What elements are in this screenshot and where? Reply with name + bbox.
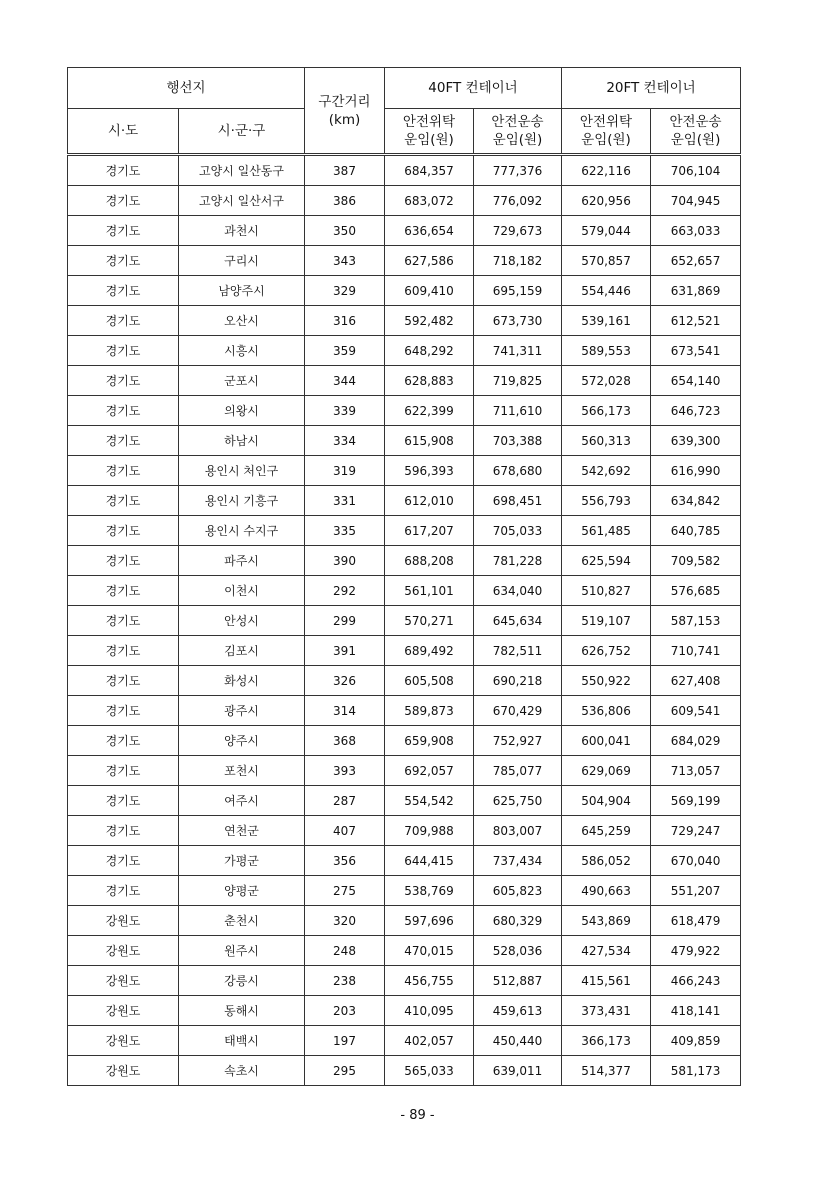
ft40-transport-cell: 777,376	[474, 155, 562, 186]
ft20-transport-cell: 640,785	[651, 516, 741, 546]
province-cell: 경기도	[68, 216, 179, 246]
ft20-consign-cell: 366,173	[562, 1026, 651, 1056]
distance-cell: 248	[305, 936, 385, 966]
province-cell: 경기도	[68, 246, 179, 276]
city-cell: 원주시	[179, 936, 305, 966]
distance-cell: 387	[305, 155, 385, 186]
ft20-transport-cell: 654,140	[651, 366, 741, 396]
ft40-transport-header: 안전운송 운임(원)	[474, 109, 562, 155]
province-cell: 강원도	[68, 996, 179, 1026]
ft20-consign-cell: 519,107	[562, 606, 651, 636]
city-header: 시·군·구	[179, 109, 305, 155]
ft40-consign-cell: 592,482	[385, 306, 474, 336]
city-cell: 김포시	[179, 636, 305, 666]
ft20-consign-cell: 570,857	[562, 246, 651, 276]
province-cell: 경기도	[68, 155, 179, 186]
province-cell: 강원도	[68, 1026, 179, 1056]
distance-cell: 390	[305, 546, 385, 576]
table-row	[68, 726, 741, 756]
ft20-consign-cell: 490,663	[562, 876, 651, 906]
ft20-transport-cell: 418,141	[651, 996, 741, 1026]
province-cell: 경기도	[68, 276, 179, 306]
ft40-transport-cell: 680,329	[474, 906, 562, 936]
province-cell: 경기도	[68, 426, 179, 456]
ft20-consign-cell: 626,752	[562, 636, 651, 666]
distance-cell: 326	[305, 666, 385, 696]
ft40-transport-cell: 785,077	[474, 756, 562, 786]
table-row	[68, 1056, 741, 1086]
ft40-consign-cell: 570,271	[385, 606, 474, 636]
ft40-consign-cell: 659,908	[385, 726, 474, 756]
ft40-transport-cell: 690,218	[474, 666, 562, 696]
ft20-transport-cell: 710,741	[651, 636, 741, 666]
ft20-consign-cell: 510,827	[562, 576, 651, 606]
distance-cell: 203	[305, 996, 385, 1026]
distance-cell: 368	[305, 726, 385, 756]
ft40-consign-cell: 538,769	[385, 876, 474, 906]
distance-cell: 299	[305, 606, 385, 636]
distance-cell: 197	[305, 1026, 385, 1056]
table-row	[68, 816, 741, 846]
ft40-consign-cell: 554,542	[385, 786, 474, 816]
distance-cell: 320	[305, 906, 385, 936]
city-cell: 양평군	[179, 876, 305, 906]
ft40-transport-cell: 512,887	[474, 966, 562, 996]
distance-cell: 292	[305, 576, 385, 606]
ft40-transport-cell: 634,040	[474, 576, 562, 606]
ft40-transport-cell: 718,182	[474, 246, 562, 276]
ft40-consign-cell: 402,057	[385, 1026, 474, 1056]
ft40-consign-cell: 561,101	[385, 576, 474, 606]
ft40-consign-cell: 644,415	[385, 846, 474, 876]
province-cell: 경기도	[68, 186, 179, 216]
province-cell: 경기도	[68, 756, 179, 786]
ft40-transport-cell: 639,011	[474, 1056, 562, 1086]
ft40-transport-cell: 625,750	[474, 786, 562, 816]
ft20-transport-cell: 409,859	[651, 1026, 741, 1056]
ft20-transport-cell: 631,869	[651, 276, 741, 306]
ft20-transport-cell: 587,153	[651, 606, 741, 636]
distance-cell: 329	[305, 276, 385, 306]
city-cell: 양주시	[179, 726, 305, 756]
table-row	[68, 155, 741, 186]
ft20-transport-cell: 706,104	[651, 155, 741, 186]
province-cell: 경기도	[68, 456, 179, 486]
ft40-consign-cell: 692,057	[385, 756, 474, 786]
ft40-transport-cell: 645,634	[474, 606, 562, 636]
table-row	[68, 336, 741, 366]
ft40-transport-cell: 670,429	[474, 696, 562, 726]
ft40-transport-cell: 698,451	[474, 486, 562, 516]
ft40-transport-cell: 703,388	[474, 426, 562, 456]
province-cell: 경기도	[68, 306, 179, 336]
city-cell: 용인시 기흥구	[179, 486, 305, 516]
city-cell: 고양시 일산서구	[179, 186, 305, 216]
province-cell: 경기도	[68, 636, 179, 666]
table-row	[68, 1026, 741, 1056]
city-cell: 남양주시	[179, 276, 305, 306]
ft40-consign-cell: 470,015	[385, 936, 474, 966]
distance-cell: 334	[305, 426, 385, 456]
distance-cell: 287	[305, 786, 385, 816]
table-header	[68, 68, 741, 155]
destination-header: 행선지	[68, 68, 305, 109]
province-cell: 경기도	[68, 396, 179, 426]
table-row	[68, 186, 741, 216]
ft20-consign-cell: 629,069	[562, 756, 651, 786]
ft20-transport-cell: 704,945	[651, 186, 741, 216]
ft40-transport-cell: 695,159	[474, 276, 562, 306]
ft20-consign-header: 안전위탁 운임(원)	[562, 109, 651, 155]
ft20-transport-cell: 479,922	[651, 936, 741, 966]
ft20-consign-cell: 589,553	[562, 336, 651, 366]
ft40-transport-cell: 737,434	[474, 846, 562, 876]
city-cell: 구리시	[179, 246, 305, 276]
province-cell: 경기도	[68, 516, 179, 546]
distance-header: 구간거리 (km)	[305, 68, 385, 155]
ft20-consign-cell: 561,485	[562, 516, 651, 546]
distance-cell: 344	[305, 366, 385, 396]
ft40-consign-cell: 648,292	[385, 336, 474, 366]
ft40-transport-cell: 711,610	[474, 396, 562, 426]
ft20-transport-cell: 466,243	[651, 966, 741, 996]
table-row	[68, 606, 741, 636]
ft20-consign-cell: 542,692	[562, 456, 651, 486]
province-cell: 강원도	[68, 906, 179, 936]
table-row	[68, 246, 741, 276]
ft40-consign-cell: 709,988	[385, 816, 474, 846]
table-row	[68, 666, 741, 696]
city-cell: 속초시	[179, 1056, 305, 1086]
ft20-consign-cell: 579,044	[562, 216, 651, 246]
province-cell: 경기도	[68, 486, 179, 516]
ft20-transport-cell: 663,033	[651, 216, 741, 246]
ft20-consign-cell: 556,793	[562, 486, 651, 516]
ft20-consign-cell: 600,041	[562, 726, 651, 756]
ft20-transport-cell: 673,541	[651, 336, 741, 366]
province-cell: 강원도	[68, 966, 179, 996]
ft40-transport-cell: 776,092	[474, 186, 562, 216]
city-cell: 파주시	[179, 546, 305, 576]
city-cell: 가평군	[179, 846, 305, 876]
province-cell: 경기도	[68, 336, 179, 366]
distance-cell: 407	[305, 816, 385, 846]
distance-cell: 391	[305, 636, 385, 666]
table-row	[68, 546, 741, 576]
ft20-consign-cell: 539,161	[562, 306, 651, 336]
ft20-transport-cell: 646,723	[651, 396, 741, 426]
province-cell: 경기도	[68, 786, 179, 816]
table-row	[68, 366, 741, 396]
city-cell: 과천시	[179, 216, 305, 246]
ft20-transport-cell: 618,479	[651, 906, 741, 936]
distance-cell: 314	[305, 696, 385, 726]
province-cell: 경기도	[68, 606, 179, 636]
distance-cell: 339	[305, 396, 385, 426]
ft20-consign-cell: 504,904	[562, 786, 651, 816]
table-body	[68, 155, 741, 1086]
ft20-consign-cell: 586,052	[562, 846, 651, 876]
distance-cell: 359	[305, 336, 385, 366]
ft40-consign-cell: 609,410	[385, 276, 474, 306]
ft20-consign-cell: 620,956	[562, 186, 651, 216]
distance-cell: 335	[305, 516, 385, 546]
city-cell: 화성시	[179, 666, 305, 696]
ft40-transport-cell: 781,228	[474, 546, 562, 576]
ft20-transport-cell: 612,521	[651, 306, 741, 336]
ft20-container-header: 20FT 컨테이너	[562, 68, 741, 109]
city-cell: 고양시 일산동구	[179, 155, 305, 186]
province-cell: 경기도	[68, 576, 179, 606]
province-cell: 경기도	[68, 726, 179, 756]
ft40-transport-cell: 752,927	[474, 726, 562, 756]
ft20-consign-cell: 536,806	[562, 696, 651, 726]
province-cell: 경기도	[68, 696, 179, 726]
ft20-transport-cell: 684,029	[651, 726, 741, 756]
freight-rate-table	[67, 67, 741, 1086]
ft40-consign-cell: 605,508	[385, 666, 474, 696]
ft40-consign-cell: 565,033	[385, 1056, 474, 1086]
city-cell: 포천시	[179, 756, 305, 786]
distance-cell: 295	[305, 1056, 385, 1086]
ft40-transport-cell: 705,033	[474, 516, 562, 546]
table-row	[68, 426, 741, 456]
distance-cell: 386	[305, 186, 385, 216]
province-header: 시·도	[68, 109, 179, 155]
table-row	[68, 696, 741, 726]
table-row	[68, 846, 741, 876]
ft40-transport-cell: 450,440	[474, 1026, 562, 1056]
city-cell: 강릉시	[179, 966, 305, 996]
city-cell: 용인시 처인구	[179, 456, 305, 486]
province-cell: 강원도	[68, 936, 179, 966]
ft20-consign-cell: 554,446	[562, 276, 651, 306]
ft20-transport-cell: 569,199	[651, 786, 741, 816]
ft40-consign-header: 안전위탁 운임(원)	[385, 109, 474, 155]
ft20-transport-cell: 581,173	[651, 1056, 741, 1086]
city-cell: 이천시	[179, 576, 305, 606]
ft40-transport-cell: 719,825	[474, 366, 562, 396]
distance-cell: 356	[305, 846, 385, 876]
ft20-transport-cell: 652,657	[651, 246, 741, 276]
ft40-transport-cell: 673,730	[474, 306, 562, 336]
ft20-transport-cell: 634,842	[651, 486, 741, 516]
distance-cell: 275	[305, 876, 385, 906]
ft40-transport-cell: 729,673	[474, 216, 562, 246]
ft20-transport-cell: 576,685	[651, 576, 741, 606]
ft20-transport-cell: 639,300	[651, 426, 741, 456]
city-cell: 오산시	[179, 306, 305, 336]
province-cell: 경기도	[68, 846, 179, 876]
ft20-consign-cell: 560,313	[562, 426, 651, 456]
table-row	[68, 516, 741, 546]
city-cell: 태백시	[179, 1026, 305, 1056]
city-cell: 의왕시	[179, 396, 305, 426]
ft40-consign-cell: 683,072	[385, 186, 474, 216]
distance-cell: 319	[305, 456, 385, 486]
page-number: - 89 -	[400, 1108, 435, 1123]
city-cell: 하남시	[179, 426, 305, 456]
ft20-transport-cell: 709,582	[651, 546, 741, 576]
table-row	[68, 756, 741, 786]
distance-cell: 393	[305, 756, 385, 786]
ft20-consign-cell: 622,116	[562, 155, 651, 186]
table-row	[68, 456, 741, 486]
ft20-consign-cell: 514,377	[562, 1056, 651, 1086]
ft40-transport-cell: 678,680	[474, 456, 562, 486]
ft40-consign-cell: 597,696	[385, 906, 474, 936]
table-row	[68, 396, 741, 426]
city-cell: 춘천시	[179, 906, 305, 936]
ft20-consign-cell: 427,534	[562, 936, 651, 966]
ft20-consign-cell: 550,922	[562, 666, 651, 696]
ft20-consign-cell: 566,173	[562, 396, 651, 426]
ft40-consign-cell: 636,654	[385, 216, 474, 246]
table-row	[68, 936, 741, 966]
ft20-transport-cell: 670,040	[651, 846, 741, 876]
ft40-consign-cell: 628,883	[385, 366, 474, 396]
ft40-consign-cell: 612,010	[385, 486, 474, 516]
ft20-transport-cell: 551,207	[651, 876, 741, 906]
ft20-consign-cell: 645,259	[562, 816, 651, 846]
city-cell: 안성시	[179, 606, 305, 636]
province-cell: 경기도	[68, 546, 179, 576]
ft40-consign-cell: 617,207	[385, 516, 474, 546]
table-row	[68, 786, 741, 816]
city-cell: 연천군	[179, 816, 305, 846]
ft40-transport-cell: 605,823	[474, 876, 562, 906]
province-cell: 경기도	[68, 876, 179, 906]
ft40-consign-cell: 456,755	[385, 966, 474, 996]
ft20-transport-header: 안전운송 운임(원)	[651, 109, 741, 155]
city-cell: 여주시	[179, 786, 305, 816]
ft20-consign-cell: 373,431	[562, 996, 651, 1026]
ft40-consign-cell: 622,399	[385, 396, 474, 426]
table-row	[68, 906, 741, 936]
ft20-transport-cell: 609,541	[651, 696, 741, 726]
province-cell: 경기도	[68, 366, 179, 396]
ft20-transport-cell: 627,408	[651, 666, 741, 696]
table-row	[68, 576, 741, 606]
city-cell: 시흥시	[179, 336, 305, 366]
table-row	[68, 306, 741, 336]
distance-cell: 350	[305, 216, 385, 246]
city-cell: 동해시	[179, 996, 305, 1026]
distance-cell: 343	[305, 246, 385, 276]
province-cell: 경기도	[68, 666, 179, 696]
ft40-consign-cell: 589,873	[385, 696, 474, 726]
table-row	[68, 876, 741, 906]
ft40-transport-cell: 782,511	[474, 636, 562, 666]
distance-cell: 316	[305, 306, 385, 336]
city-cell: 용인시 수지구	[179, 516, 305, 546]
ft20-transport-cell: 729,247	[651, 816, 741, 846]
ft20-consign-cell: 625,594	[562, 546, 651, 576]
ft40-consign-cell: 689,492	[385, 636, 474, 666]
ft40-consign-cell: 596,393	[385, 456, 474, 486]
ft40-transport-cell: 741,311	[474, 336, 562, 366]
ft40-consign-cell: 688,208	[385, 546, 474, 576]
ft40-consign-cell: 410,095	[385, 996, 474, 1026]
table-row	[68, 996, 741, 1026]
table-row	[68, 486, 741, 516]
table-row	[68, 276, 741, 306]
province-cell: 경기도	[68, 816, 179, 846]
table-row	[68, 966, 741, 996]
table-row	[68, 636, 741, 666]
ft40-consign-cell: 684,357	[385, 155, 474, 186]
city-cell: 광주시	[179, 696, 305, 726]
ft40-consign-cell: 615,908	[385, 426, 474, 456]
ft40-transport-cell: 803,007	[474, 816, 562, 846]
ft40-container-header: 40FT 컨테이너	[385, 68, 562, 109]
ft20-consign-cell: 572,028	[562, 366, 651, 396]
ft20-consign-cell: 415,561	[562, 966, 651, 996]
ft40-transport-cell: 459,613	[474, 996, 562, 1026]
ft20-transport-cell: 713,057	[651, 756, 741, 786]
ft20-consign-cell: 543,869	[562, 906, 651, 936]
ft40-consign-cell: 627,586	[385, 246, 474, 276]
ft40-transport-cell: 528,036	[474, 936, 562, 966]
city-cell: 군포시	[179, 366, 305, 396]
distance-cell: 331	[305, 486, 385, 516]
table-row	[68, 216, 741, 246]
ft20-transport-cell: 616,990	[651, 456, 741, 486]
province-cell: 강원도	[68, 1056, 179, 1086]
distance-cell: 238	[305, 966, 385, 996]
